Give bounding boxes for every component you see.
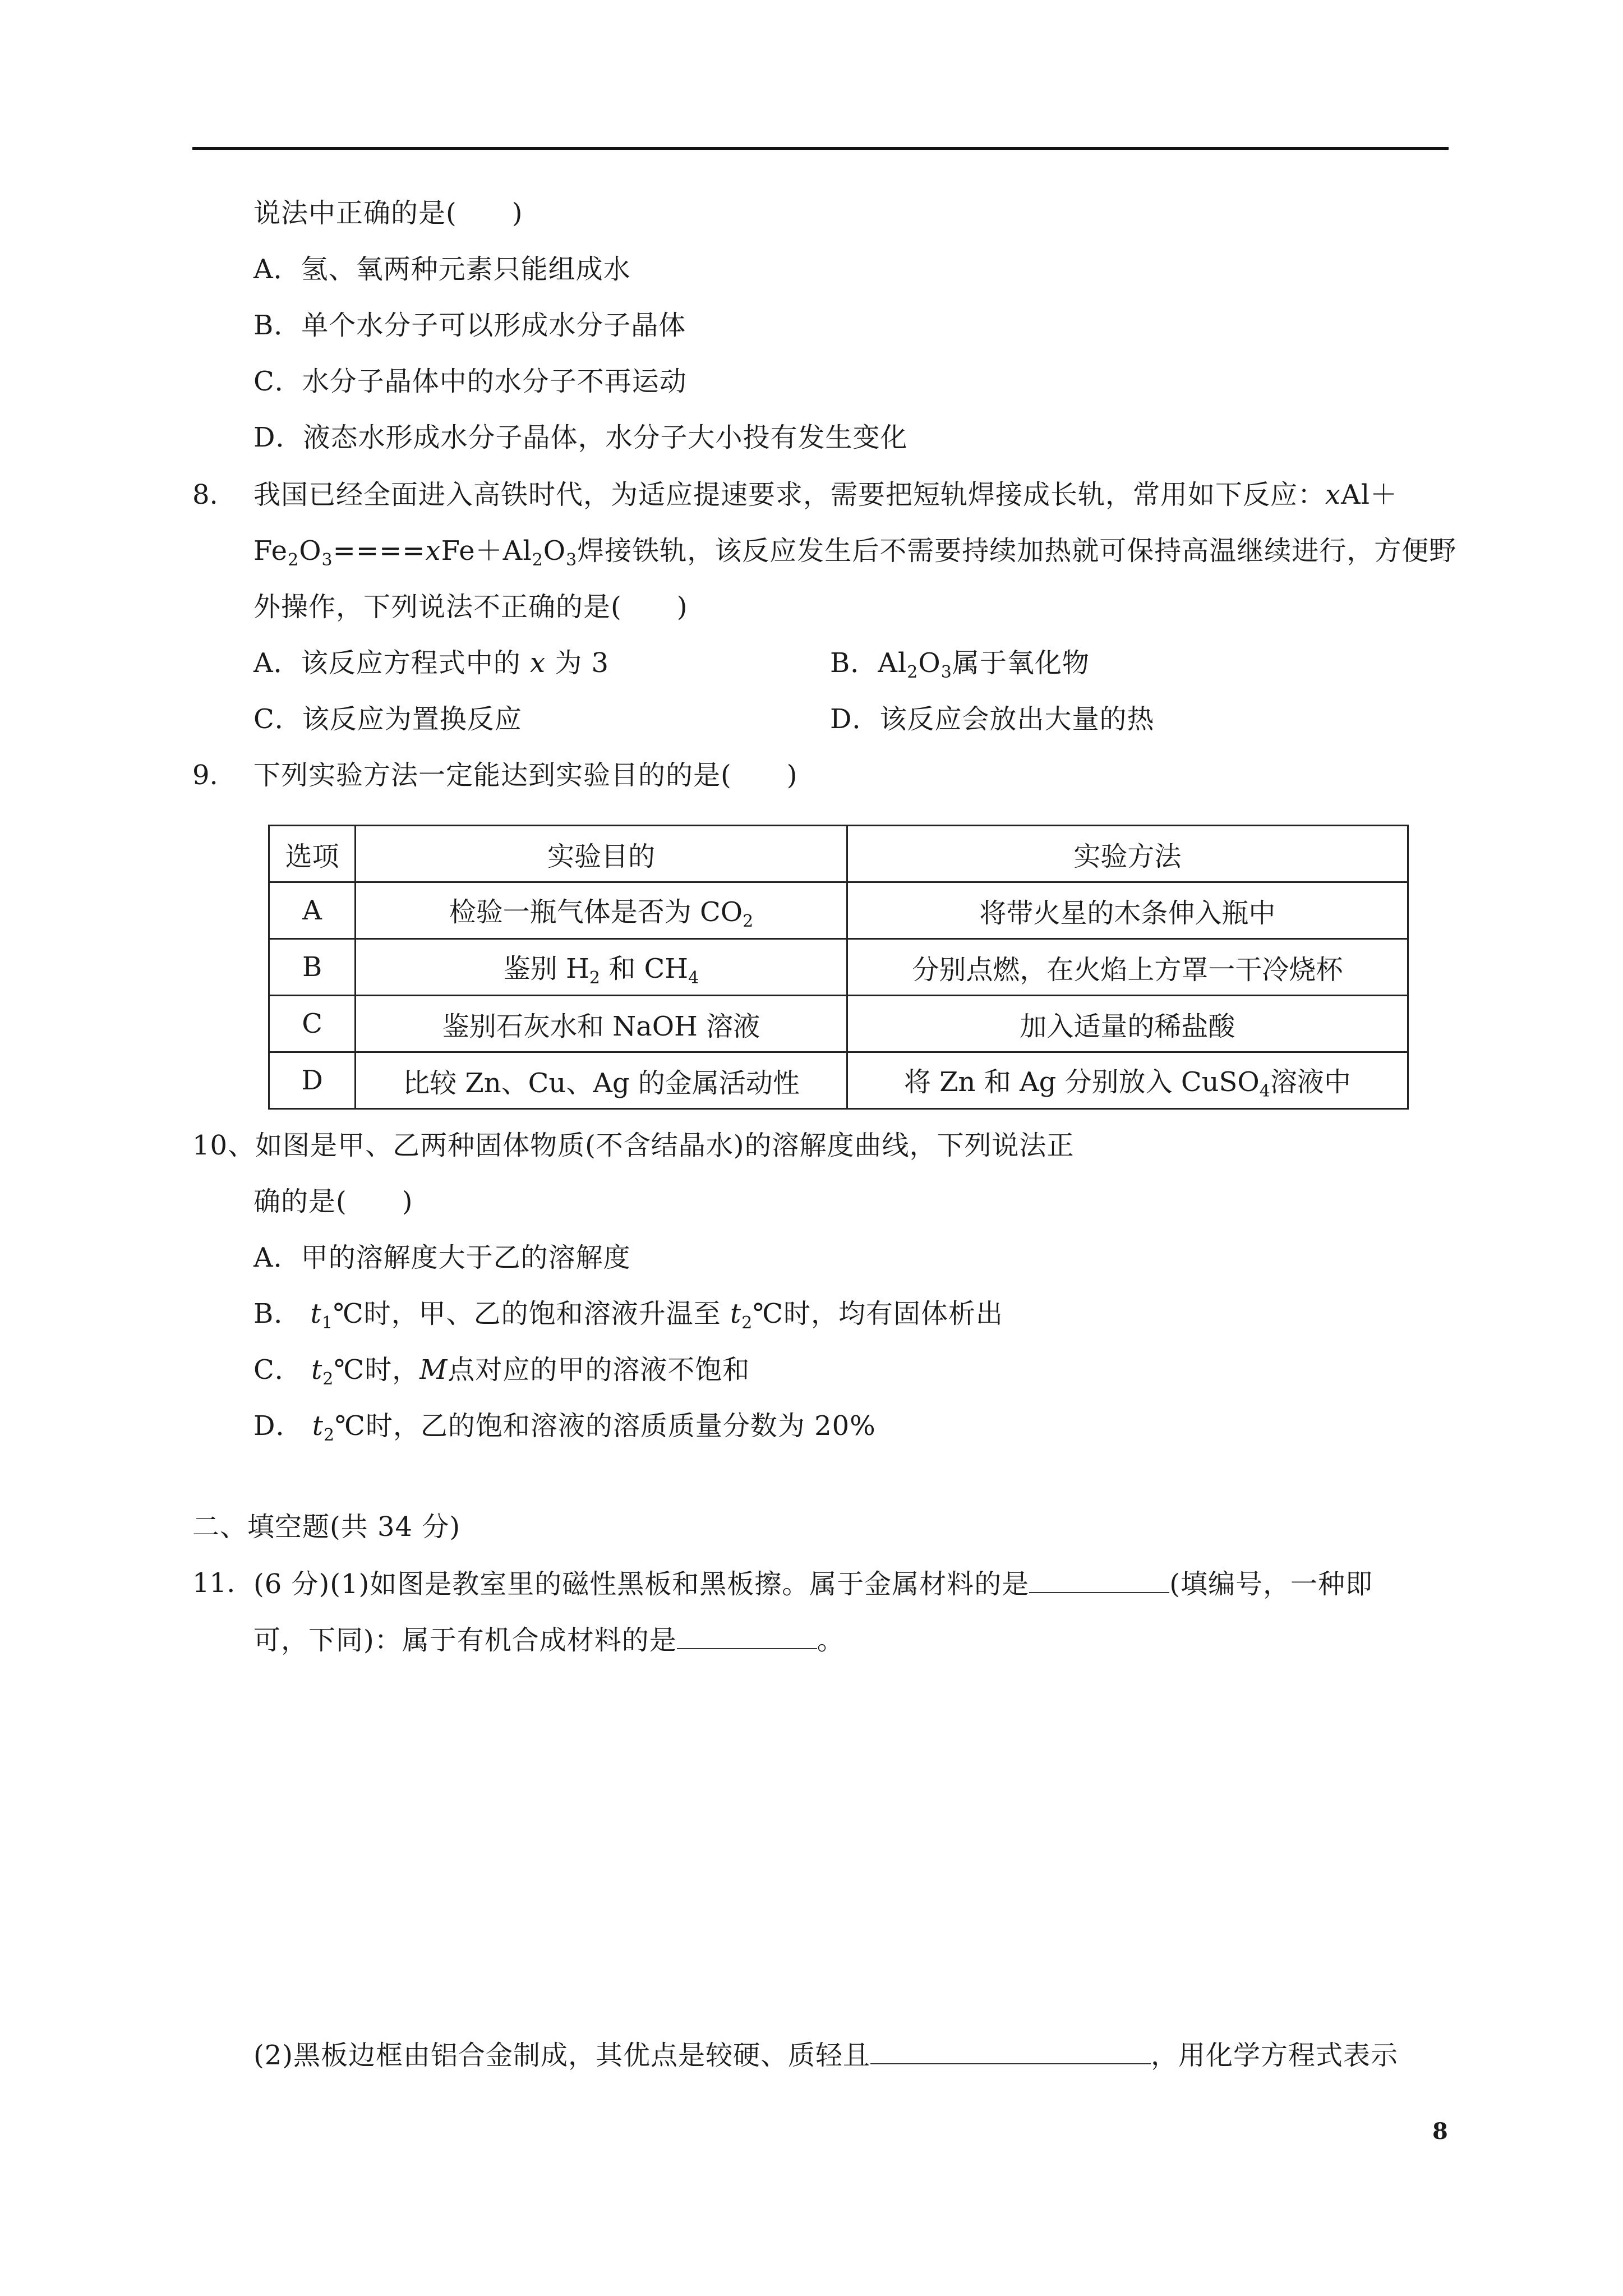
section-heading: 二、填空题(共 34 分): [192, 1511, 461, 1543]
q10-line2: 确的是( ): [253, 1186, 413, 1217]
table-header-cell: 实验目的: [356, 826, 847, 882]
q8-option-c: C．该反应为置换反应: [253, 703, 522, 735]
answer-blank[interactable]: [870, 2036, 1151, 2064]
table-row: [269, 882, 1408, 939]
q7-option-b: B．单个水分子可以形成水分子晶体: [253, 310, 686, 341]
table-cell-option: C: [269, 996, 356, 1052]
table-cell-option: A: [269, 882, 356, 939]
table-cell-goal: 鉴别石灰水和 NaOH 溶液: [356, 996, 847, 1052]
q10-option-c: C． $t_2℃$时，M点对应的甲的溶液不饱和: [253, 1354, 750, 1389]
table-cell-method: 将带火星的木条伸入瓶中: [847, 882, 1408, 939]
table-row: [269, 996, 1408, 1052]
q11-part2: (2)黑板边框由铝合金制成，其优点是较硬、质轻且 ，用化学方程式表示: [253, 2036, 1398, 2073]
q7-stem-tail: 说法中正确的是( ): [253, 197, 523, 229]
table-cell-goal: 鉴别 $H_2$ 和 $CH_4$: [356, 939, 847, 996]
q8-line2: $Fe_2O_3====xFe+Al_2O_3$焊接铁轨，该反应发生后不需要持续加热就可保持高温继续进行，方便野: [253, 535, 1457, 570]
table-header-cell: 选项: [269, 826, 356, 882]
q9-table: [268, 825, 1409, 1110]
page-number: 8: [1432, 2118, 1448, 2145]
table-row: [269, 1052, 1408, 1109]
table-cell-method: 加入适量的稀盐酸: [847, 996, 1408, 1052]
q10-option-a: A．甲的溶解度大于乙的溶解度: [253, 1242, 631, 1273]
q8-option-b: B．$Al_2O_3$属于氧化物: [830, 647, 1090, 682]
table-header-cell: 实验方法: [847, 826, 1408, 882]
table-cell-option: D: [269, 1052, 356, 1109]
header-rule: [192, 147, 1449, 150]
q8-line1: 我国已经全面进入高铁时代，为适应提速要求，需要把短轨焊接成长轨，常用如下反应：xAl＋: [253, 479, 1398, 510]
table-cell-method: 将 Zn 和 Ag 分别放入 CuSO$_4$溶液中: [847, 1052, 1408, 1109]
q7-option-a: A．氢、氧两种元素只能组成水: [253, 254, 631, 285]
q8-option-d: D．该反应会放出大量的热: [830, 703, 1155, 735]
table-header-row: [269, 826, 1408, 882]
table-cell-goal: 比较 Zn、Cu、Ag 的金属活动性: [356, 1052, 847, 1109]
q9-number: 9.: [192, 760, 218, 791]
q11-number: 11.: [192, 1567, 236, 1599]
table-row: [269, 939, 1408, 996]
q8-number: 8.: [192, 479, 218, 510]
q8-line3: 外操作，下列说法不正确的是( ): [253, 591, 688, 623]
q11-line1: (6 分)(1)如图是教室里的磁性黑板和黑板擦。属于金属材料的是 (填编号，一种即: [253, 1565, 1373, 1602]
q9-stem: 下列实验方法一定能达到实验目的的是( ): [253, 760, 798, 791]
table-cell-option: B: [269, 939, 356, 996]
table-cell-method: 分别点燃，在火焰上方罩一干冷烧杯: [847, 939, 1408, 996]
q8-option-a: A．该反应方程式中的 x 为 3: [253, 647, 610, 679]
q10-option-b: B． $t_1℃$时，甲、乙的饱和溶液升温至 $t_2℃$时，均有固体析出: [253, 1298, 1003, 1333]
q10-option-d: D． $t_2℃$时，乙的饱和溶液的溶质质量分数为 20%: [253, 1410, 876, 1445]
answer-blank[interactable]: [677, 1621, 817, 1649]
q7-option-d: D．液态水形成水分子晶体，水分子大小投有发生变化: [253, 422, 908, 453]
table-cell-goal: 检验一瓶气体是否为 $CO_2$: [356, 882, 847, 939]
q7-option-c: C．水分子晶体中的水分子不再运动: [253, 366, 687, 397]
answer-blank[interactable]: [1029, 1565, 1169, 1593]
q11-line2: 可，下同)：属于有机合成材料的是 。: [253, 1621, 845, 1658]
q10-line1: 10、如图是甲、乙两种固体物质(不含结晶水)的溶解度曲线，下列说法正: [192, 1130, 1075, 1161]
